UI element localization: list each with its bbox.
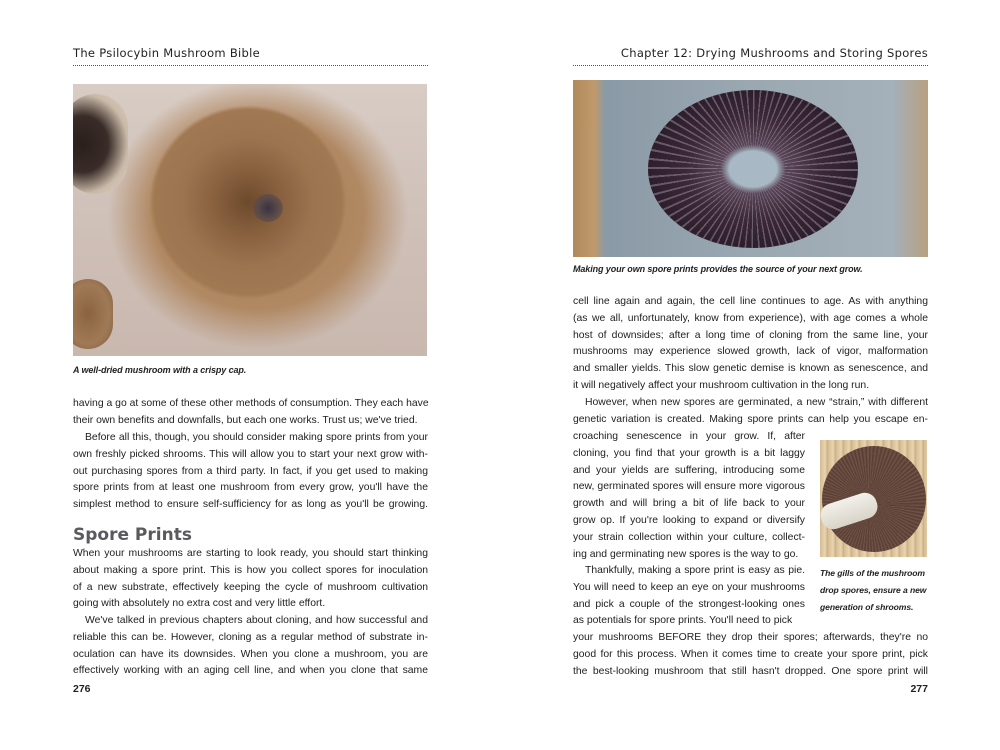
text-line: as potentials for spore prints. You'll need to pick (573, 615, 793, 627)
text-line: and pick a couple of the strongest-looking ones (573, 598, 805, 610)
text-line: simplest method to ensure self-sufficiency for as long as you'll be growing. (73, 499, 428, 511)
text-line: When your mushrooms are starting to look ready, you should start thinking (73, 548, 428, 559)
text-line: cell line again and again, the cell line continues to age. As with anything (573, 296, 928, 307)
section-heading-spore-prints: Spore Prints (73, 525, 192, 545)
paragraph-consumption (73, 396, 428, 430)
text-line: and smaller yields. This slow genetic demise is known as senescence, and (573, 363, 928, 375)
page-number-left: 276 (73, 683, 91, 695)
text-line: your strain collection within your culture, collect- (573, 531, 805, 543)
paragraph-easy-as-pie-full (573, 630, 928, 680)
paragraph-new-spores-narrow (573, 429, 805, 563)
left-page (73, 0, 428, 750)
text-line: Before all this, though, you should consider making spore prints from your (85, 432, 428, 443)
right-page (573, 0, 928, 750)
photo-spore-print-image (573, 80, 928, 257)
paragraph-new-spores-full (573, 395, 928, 429)
running-head-book-title: The Psilocybin Mushroom Bible (73, 46, 261, 60)
text-line: own freshly picked shrooms. This will allow you to start your next grow with- (73, 448, 428, 460)
text-line: You will need to keep an eye on your mushrooms (573, 581, 805, 593)
text-line: croaching senescence in your grow. If, after (573, 431, 805, 442)
text-line: We've talked in previous chapters about cloning, and how successful and (85, 615, 428, 626)
text-line: ing and germinating new spores is the way to go. (573, 548, 799, 560)
text-line: it will negatively affect your mushroom cultivation in the long run. (573, 379, 870, 391)
text-line: (as we all, unfortunately, know from experience), with age comes a whole (573, 312, 928, 324)
text-line: the best-looking mushroom that still hasn't dropped. One spore print will (573, 665, 928, 677)
photo-mushroom-gills-image (820, 440, 927, 557)
text-line: about making a spore print. This is how you collect spores for inoculation (73, 564, 428, 576)
text-line: cloning, you find that your growth is a bit laggy (573, 447, 805, 459)
header-dotted-rule (73, 65, 428, 66)
caption-line: The gills of the mushroom (820, 568, 925, 578)
text-line: genetic variation is created. Making spore prints can help you escape en- (573, 413, 928, 425)
text-line: your mushrooms BEFORE they drop their spores; afterwards, they're no (573, 632, 928, 643)
text-line: oculation can have its downsides. When you clone a mushroom, you are (73, 648, 428, 660)
photo-dried-mushroom-cap-image (73, 84, 427, 356)
figure-caption-dried-mushroom: A well-dried mushroom with a crispy cap. (73, 365, 247, 375)
figure-caption-spore-print: Making your own spore prints provides the source of your next grow. (573, 264, 863, 274)
text-line: mushrooms may experience slowed growth, lack of vigor, malformation (573, 346, 928, 358)
caption-line: drop spores, ensure a new (820, 585, 927, 595)
text-line: Thankfully, making a spore print is easy as pie. (585, 565, 805, 576)
text-line: growth and will bring a bit of life back to your (573, 498, 805, 510)
text-line: However, when new spores are germinated, a new “strain,” with different (585, 397, 928, 408)
page-number-right: 277 (910, 683, 928, 695)
header-dotted-rule (573, 65, 928, 66)
text-line: and your yields are suffering, introducing some (573, 464, 805, 476)
side-mushroom-shape (73, 94, 128, 194)
text-line: going with absolutely no extra cost and very little effort. (73, 598, 326, 610)
side-mushroom-shape-lower (73, 279, 113, 349)
figure-caption-gills (820, 565, 930, 616)
text-line: grow op. If you're looking to expand or diversify (573, 514, 805, 526)
spore-print-rays (648, 90, 858, 248)
text-line: effectively working with an aging cell line, and when you clone that same (73, 665, 428, 677)
running-head-chapter-title: Chapter 12: Drying Mushrooms and Storing Spores (620, 46, 928, 60)
text-line: good for this process. When it comes time to create your spore print, pick (573, 648, 928, 660)
text-line: out purchasing spores from a third party. In fact, if you get used to making (73, 465, 428, 477)
text-line: having a go at some of these other methods of consumption. They each have (73, 398, 429, 409)
text-line: spore prints from at least one mushroom from every grow, you'll have the (73, 482, 428, 494)
text-line: of a new substrate, effectively keeping the cycle of mushroom cultivation (73, 581, 428, 593)
cap-center-umbo (253, 194, 283, 222)
text-line: their own benefits and downfalls, but each one works. Trust us; we've tried. (73, 414, 418, 426)
caption-line: generation of shrooms. (820, 602, 914, 612)
text-line: host of downsides; after a long time of cloning from the same line, your (573, 329, 928, 341)
text-line: reliable this can be. However, cloning as a regular method of substrate in- (73, 631, 428, 643)
paragraph-easy-as-pie-narrow (573, 563, 805, 630)
paragraph-cell-line-age (573, 294, 928, 395)
paragraph-spore-print-intro (73, 430, 428, 514)
paragraph-when-ready (73, 546, 428, 613)
text-line: new, germinated spores will ensure more vigorous (573, 481, 805, 493)
paragraph-cloning (73, 613, 428, 680)
